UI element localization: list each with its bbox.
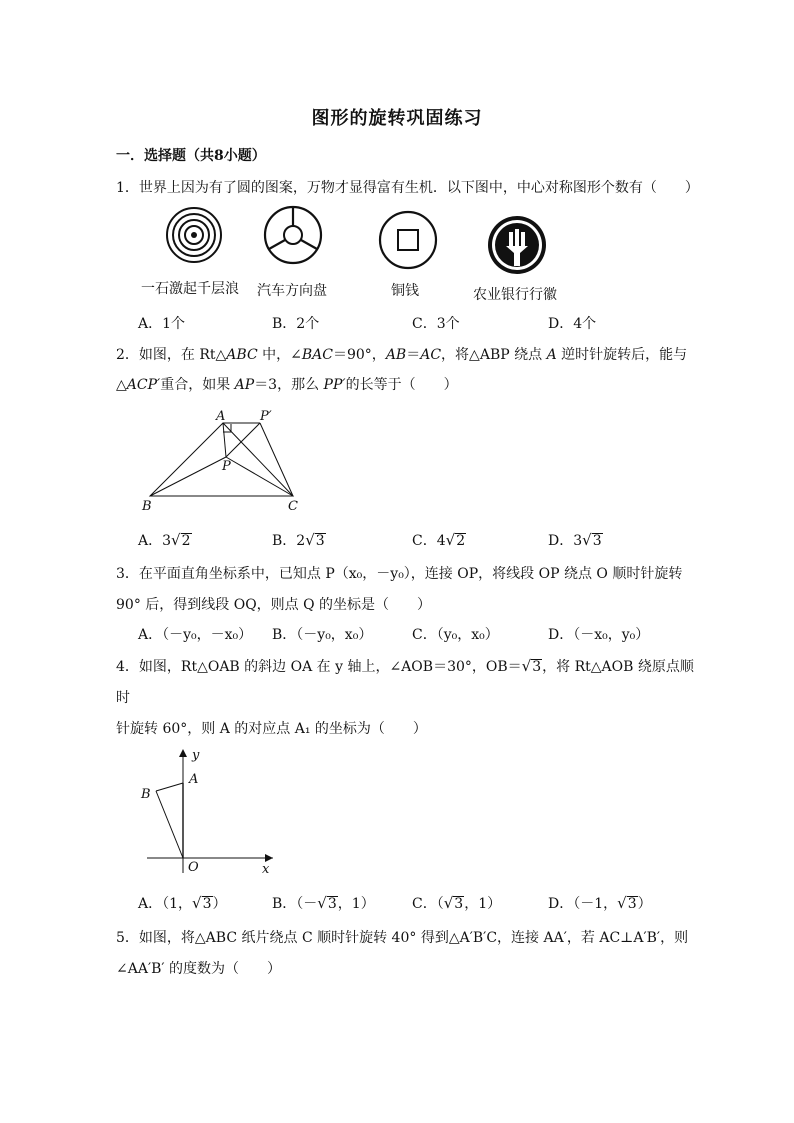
question-1-stem: 1．世界上因为有了圆的图案，万物才显得富有生机．以下图中，中心对称图形个数有（ ）: [116, 180, 699, 196]
question-4-stem-line2: 时: [116, 690, 130, 706]
question-5-stem-line2: ∠AA′B′ 的度数为（ ）: [116, 961, 282, 977]
question-4-stem: 4．如图，Rt△OAB 的斜边 OA 在 y 轴上，∠AOB＝30°，OB＝√3，将 Rt△AOB 绕原点顺: [116, 657, 694, 675]
label-a: A: [216, 409, 226, 424]
label-a: A: [189, 772, 199, 787]
caption-bank-logo: 农业银行行徽: [473, 287, 557, 303]
q4-option-b: B．（－√3，1）: [272, 894, 375, 912]
question-2-figure: [130, 405, 320, 520]
label-p-prime: P′: [260, 409, 272, 424]
q3-option-c: C．（y₀，x₀）: [412, 627, 499, 643]
q4-option-a: A．（1，√3）: [138, 894, 227, 912]
page-title: 图形的旋转巩固练习: [311, 108, 483, 129]
caption-ripples: 一石激起千层浪: [141, 281, 239, 297]
coin-icon: [380, 212, 436, 268]
steering-wheel-icon: [265, 207, 321, 263]
question-3-stem-line2: 90° 后，得到线段 OQ，则点 Q 的坐标是（ ）: [116, 597, 432, 613]
question-3-stem: 3．在平面直角坐标系中，已知点 P（x₀，－y₀），连接 OP，将线段 OP 绕点 O 顺时针旋转: [116, 566, 683, 582]
question-4-stem-line3: 针旋转 60°，则 A 的对应点 A₁ 的坐标为（ ）: [116, 721, 427, 737]
q4-option-c: C．（√3，1）: [412, 894, 502, 912]
question-4-figure: [135, 745, 285, 880]
label-o: O: [188, 860, 199, 875]
q2-option-a: A．3√2: [138, 531, 191, 549]
bank-logo-icon: [488, 216, 546, 274]
q2-option-c: C．4√2: [412, 531, 466, 549]
question-2-stem-line2: △ACP′重合，如果 AP＝3，那么 PP′的长等于（ ）: [116, 377, 458, 393]
label-b: B: [142, 499, 152, 514]
q3-option-a: A．（－y₀，－x₀）: [138, 627, 253, 643]
q1-option-c: C．3个: [412, 316, 460, 332]
section-heading: 一．选择题（共8小题）: [116, 148, 266, 164]
axis-label-y: y: [192, 748, 200, 763]
q2-option-b: B．2√3: [272, 531, 325, 549]
axis-label-x: x: [262, 862, 270, 877]
q4-option-d: D．（－1，√3）: [548, 894, 652, 912]
caption-steering-wheel: 汽车方向盘: [257, 283, 327, 299]
q2-option-d: D．3√3: [548, 531, 602, 549]
concentric-circles-icon: [167, 208, 221, 262]
q3-option-b: B．（－y₀，x₀）: [272, 627, 373, 643]
question-5-stem: 5．如图，将△ABC 纸片绕点 C 顺时针旋转 40° 得到△A′B′C，连接 AA′，若 AC⊥A′B′，则: [116, 930, 689, 946]
q1-option-d: D．4个: [548, 316, 597, 332]
caption-coin: 铜钱: [391, 283, 419, 299]
question-2-stem: 2．如图，在 Rt△ABC 中，∠BAC＝90°，AB＝AC，将△ABP 绕点 A 逆时针旋转后，能与: [116, 347, 688, 363]
q1-option-a: A．1个: [138, 316, 186, 332]
label-b: B: [141, 787, 151, 802]
label-c: C: [288, 499, 298, 514]
q1-option-b: B．2个: [272, 316, 320, 332]
label-p: P: [222, 459, 231, 474]
q3-option-d: D．（－x₀，y₀）: [548, 627, 650, 643]
